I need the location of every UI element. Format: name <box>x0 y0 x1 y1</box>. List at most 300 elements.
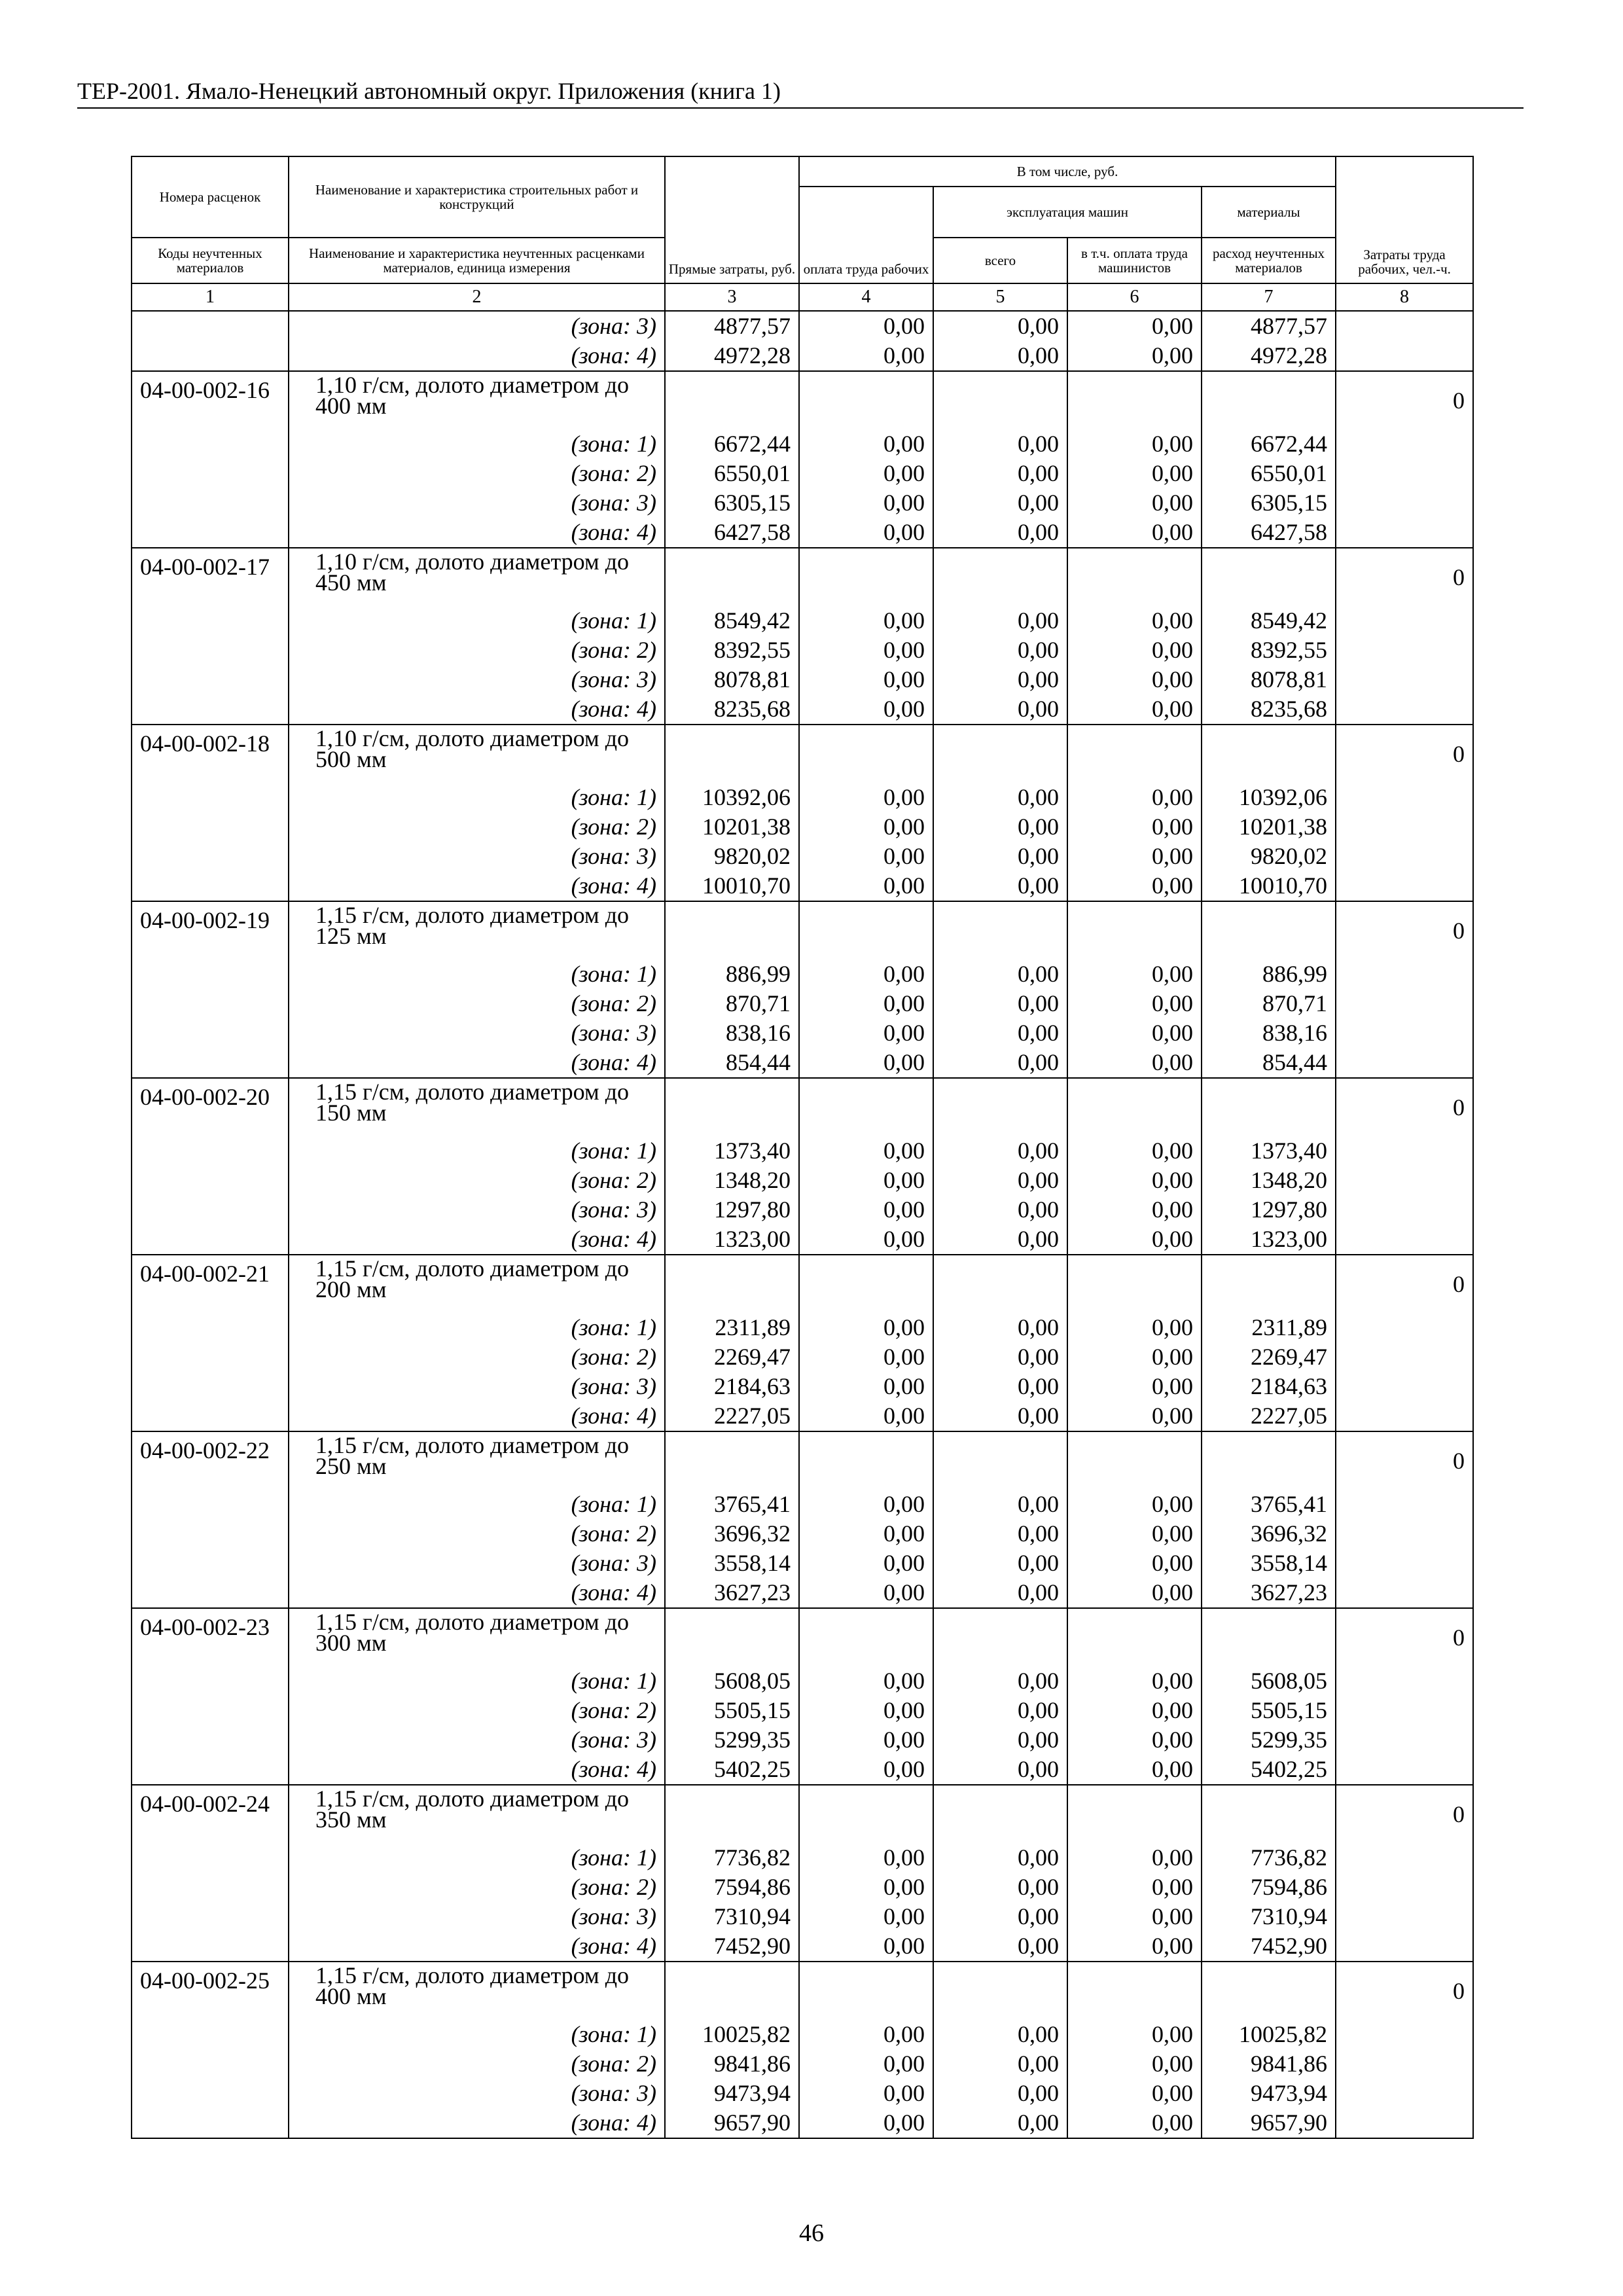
code-cell-empty <box>132 1666 289 1696</box>
labor-pay: 0,00 <box>799 429 933 459</box>
zone-row <box>132 960 1473 989</box>
zone-row <box>132 459 1473 488</box>
labor-pay: 0,00 <box>799 989 933 1018</box>
rate-code: 04-00-002-19 <box>132 901 289 960</box>
direct-cost: 2269,47 <box>665 1342 799 1372</box>
machinists-pay: 0,00 <box>1067 341 1202 371</box>
column-number: 8 <box>1336 283 1473 311</box>
labor-pay: 0,00 <box>799 488 933 518</box>
labor-cost: 0 <box>1336 548 1473 606</box>
empty-cell <box>799 371 933 429</box>
zone-label: (зона: 4) <box>289 1401 665 1431</box>
machinists-pay: 0,00 <box>1067 812 1202 842</box>
code-cell-empty <box>132 2049 289 2079</box>
materials-cost: 5505,15 <box>1202 1696 1336 1725</box>
labor-pay: 0,00 <box>799 341 933 371</box>
rate-entry-row <box>132 1785 1473 1843</box>
empty-cell <box>1202 1608 1336 1666</box>
labor-cost: 0 <box>1336 1962 1473 2020</box>
zone-label: (зона: 3) <box>289 1725 665 1755</box>
machinists-pay: 0,00 <box>1067 2020 1202 2049</box>
column-number: 1 <box>132 283 289 311</box>
direct-cost: 9820,02 <box>665 842 799 871</box>
machines-total: 0,00 <box>933 1843 1067 1873</box>
rate-code: 04-00-002-21 <box>132 1255 289 1313</box>
code-cell-empty <box>132 1549 289 1578</box>
direct-cost: 8549,42 <box>665 606 799 636</box>
code-cell-empty <box>132 1902 289 1931</box>
rate-description: 1,15 г/см, долото диаметром до 350 мм <box>289 1785 665 1843</box>
zone-row <box>132 606 1473 636</box>
machines-total: 0,00 <box>933 2049 1067 2079</box>
materials-cost: 1348,20 <box>1202 1166 1336 1195</box>
labor-pay: 0,00 <box>799 518 933 548</box>
labor-pay: 0,00 <box>799 1549 933 1578</box>
labor-cell-empty <box>1336 636 1473 665</box>
labor-pay: 0,00 <box>799 960 933 989</box>
code-cell-empty <box>132 960 289 989</box>
empty-cell <box>933 1078 1067 1136</box>
code-cell-empty <box>132 842 289 871</box>
empty-cell <box>1202 371 1336 429</box>
materials-cost: 3765,41 <box>1202 1490 1336 1519</box>
code-cell-empty <box>132 1873 289 1902</box>
labor-cell-empty <box>1336 1696 1473 1725</box>
code-cell-empty <box>132 1931 289 1962</box>
code-cell-empty <box>132 2108 289 2138</box>
empty-cell <box>1067 1431 1202 1490</box>
direct-cost: 4972,28 <box>665 341 799 371</box>
rate-code: 04-00-002-17 <box>132 548 289 606</box>
code-cell-empty <box>132 1843 289 1873</box>
materials-cost: 7594,86 <box>1202 1873 1336 1902</box>
direct-cost: 3558,14 <box>665 1549 799 1578</box>
labor-pay: 0,00 <box>799 1018 933 1048</box>
machines-total: 0,00 <box>933 311 1067 341</box>
code-cell-empty <box>132 1372 289 1401</box>
materials-cost: 7452,90 <box>1202 1931 1336 1962</box>
zone-label: (зона: 3) <box>289 1018 665 1048</box>
labor-cell-empty <box>1336 1166 1473 1195</box>
empty-cell <box>933 901 1067 960</box>
labor-cell-empty <box>1336 1372 1473 1401</box>
empty-cell <box>1067 1078 1202 1136</box>
materials-cost: 1323,00 <box>1202 1225 1336 1255</box>
zone-label: (зона: 4) <box>289 1931 665 1962</box>
labor-pay: 0,00 <box>799 636 933 665</box>
labor-cell-empty <box>1336 1931 1473 1962</box>
zone-row <box>132 1873 1473 1902</box>
machinists-pay: 0,00 <box>1067 1136 1202 1166</box>
col1-top-header: Номера расценок <box>132 156 289 238</box>
materials-cost: 8078,81 <box>1202 665 1336 694</box>
zone-row <box>132 1018 1473 1048</box>
table-header <box>132 156 1473 283</box>
rate-description: 1,10 г/см, долото диаметром до 500 мм <box>289 725 665 783</box>
labor-cell-empty <box>1336 1725 1473 1755</box>
direct-cost: 1373,40 <box>665 1136 799 1166</box>
machines-total: 0,00 <box>933 1195 1067 1225</box>
empty-cell <box>1067 901 1202 960</box>
zone-label: (зона: 3) <box>289 1902 665 1931</box>
zone-row <box>132 341 1473 371</box>
empty-cell <box>933 371 1067 429</box>
empty-cell <box>933 548 1067 606</box>
machinists-pay: 0,00 <box>1067 1519 1202 1549</box>
materials-cost: 3558,14 <box>1202 1549 1336 1578</box>
rate-description: 1,15 г/см, долото диаметром до 150 мм <box>289 1078 665 1136</box>
col8-header: Затраты труда рабочих, чел.-ч. <box>1336 156 1473 283</box>
zone-label: (зона: 4) <box>289 2108 665 2138</box>
labor-pay: 0,00 <box>799 665 933 694</box>
labor-pay: 0,00 <box>799 1313 933 1342</box>
labor-cell-empty <box>1336 1843 1473 1873</box>
materials-cost: 7310,94 <box>1202 1902 1336 1931</box>
direct-cost: 2184,63 <box>665 1372 799 1401</box>
machines-total: 0,00 <box>933 1696 1067 1725</box>
zone-label: (зона: 3) <box>289 665 665 694</box>
machinists-pay: 0,00 <box>1067 694 1202 725</box>
labor-cell-empty <box>1336 989 1473 1018</box>
materials-cost: 3627,23 <box>1202 1578 1336 1608</box>
empty-cell <box>933 1785 1067 1843</box>
code-cell-empty <box>132 1490 289 1519</box>
materials-cost: 2269,47 <box>1202 1342 1336 1372</box>
empty-cell <box>933 1255 1067 1313</box>
labor-cell-empty <box>1336 2108 1473 2138</box>
labor-cell-empty <box>1336 694 1473 725</box>
machinists-pay: 0,00 <box>1067 1549 1202 1578</box>
machines-header: эксплуатация машин <box>933 187 1202 238</box>
materials-cost: 886,99 <box>1202 960 1336 989</box>
machinists-pay: 0,00 <box>1067 783 1202 812</box>
empty-cell <box>1202 725 1336 783</box>
labor-cell-empty <box>1336 1902 1473 1931</box>
zone-row <box>132 488 1473 518</box>
labor-cell-empty <box>1336 2049 1473 2079</box>
rate-description: 1,15 г/см, долото диаметром до 250 мм <box>289 1431 665 1490</box>
document-header: ТЕР-2001. Ямало-Ненецкий автономный округ. Приложения (книга 1) <box>77 77 1524 109</box>
zone-row <box>132 311 1473 341</box>
empty-cell <box>665 725 799 783</box>
labor-cell-empty <box>1336 1873 1473 1902</box>
code-cell-empty <box>132 1313 289 1342</box>
labor-pay: 0,00 <box>799 1490 933 1519</box>
rate-entry-row <box>132 901 1473 960</box>
rate-entry-row <box>132 1608 1473 1666</box>
zone-row <box>132 429 1473 459</box>
machines-total: 0,00 <box>933 2108 1067 2138</box>
direct-cost: 10392,06 <box>665 783 799 812</box>
zone-row <box>132 2108 1473 2138</box>
labor-cell-empty <box>1336 459 1473 488</box>
empty-cell <box>665 1255 799 1313</box>
column-number: 6 <box>1067 283 1202 311</box>
zone-label: (зона: 4) <box>289 1225 665 1255</box>
empty-cell <box>799 725 933 783</box>
zone-label: (зона: 2) <box>289 1873 665 1902</box>
machinists-pay: 0,00 <box>1067 1696 1202 1725</box>
table-body <box>132 283 1473 2138</box>
direct-cost: 3765,41 <box>665 1490 799 1519</box>
rate-description: 1,15 г/см, долото диаметром до 400 мм <box>289 1962 665 2020</box>
zone-label: (зона: 4) <box>289 1048 665 1078</box>
machinists-pay: 0,00 <box>1067 1048 1202 1078</box>
labor-cell-empty <box>1336 1018 1473 1048</box>
direct-cost: 7736,82 <box>665 1843 799 1873</box>
zone-row <box>132 1372 1473 1401</box>
zone-row <box>132 1696 1473 1725</box>
code-cell-empty <box>132 665 289 694</box>
empty-cell <box>799 1078 933 1136</box>
empty-cell <box>1202 1962 1336 2020</box>
labor-cell-empty <box>1336 1755 1473 1785</box>
labor-pay: 0,00 <box>799 1225 933 1255</box>
materials-cost: 8235,68 <box>1202 694 1336 725</box>
zone-label: (зона: 1) <box>289 606 665 636</box>
code-cell-empty <box>132 341 289 371</box>
zone-label: (зона: 1) <box>289 960 665 989</box>
empty-cell <box>799 1431 933 1490</box>
rate-entry-row <box>132 371 1473 429</box>
column-number: 4 <box>799 283 933 311</box>
zone-row <box>132 1519 1473 1549</box>
labor-cell-empty <box>1336 1666 1473 1696</box>
empty-cell <box>665 1078 799 1136</box>
direct-cost: 5608,05 <box>665 1666 799 1696</box>
labor-cost: 0 <box>1336 901 1473 960</box>
direct-cost: 3627,23 <box>665 1578 799 1608</box>
empty-cell <box>799 1608 933 1666</box>
labor-pay: 0,00 <box>799 1931 933 1962</box>
code-cell-empty <box>132 1195 289 1225</box>
machines-total: 0,00 <box>933 1549 1067 1578</box>
labor-cell-empty <box>1336 960 1473 989</box>
labor-pay: 0,00 <box>799 1902 933 1931</box>
empty-cell <box>1202 1078 1336 1136</box>
materials-cost: 6672,44 <box>1202 429 1336 459</box>
direct-cost: 1348,20 <box>665 1166 799 1195</box>
machinists-pay: 0,00 <box>1067 842 1202 871</box>
rate-entry-row <box>132 1078 1473 1136</box>
machines-total: 0,00 <box>933 1018 1067 1048</box>
machines-total: 0,00 <box>933 694 1067 725</box>
labor-pay: 0,00 <box>799 1342 933 1372</box>
zone-row <box>132 2049 1473 2079</box>
direct-cost: 6550,01 <box>665 459 799 488</box>
labor-cost: 0 <box>1336 1255 1473 1313</box>
labor-pay: 0,00 <box>799 1166 933 1195</box>
price-table-container <box>131 156 1472 2139</box>
labor-pay: 0,00 <box>799 311 933 341</box>
price-table <box>131 156 1474 2139</box>
machines-total: 0,00 <box>933 1225 1067 1255</box>
code-cell-empty <box>132 1696 289 1725</box>
labor-cost: 0 <box>1336 371 1473 429</box>
machines-total: 0,00 <box>933 1873 1067 1902</box>
empty-cell <box>665 1962 799 2020</box>
machines-total: 0,00 <box>933 2079 1067 2108</box>
zone-label: (зона: 4) <box>289 341 665 371</box>
labor-pay: 0,00 <box>799 842 933 871</box>
rate-description: 1,15 г/см, долото диаметром до 200 мм <box>289 1255 665 1313</box>
machinists-pay: 0,00 <box>1067 606 1202 636</box>
direct-cost: 5505,15 <box>665 1696 799 1725</box>
machinists-pay: 0,00 <box>1067 2049 1202 2079</box>
empty-cell <box>665 548 799 606</box>
labor-pay: 0,00 <box>799 459 933 488</box>
direct-cost: 9841,86 <box>665 2049 799 2079</box>
labor-pay: 0,00 <box>799 783 933 812</box>
zone-row <box>132 989 1473 1018</box>
empty-cell <box>665 1431 799 1490</box>
labor-pay: 0,00 <box>799 1048 933 1078</box>
materials-cost: 3696,32 <box>1202 1519 1336 1549</box>
labor-pay: 0,00 <box>799 1666 933 1696</box>
labor-cell-empty <box>1336 488 1473 518</box>
machinists-pay: 0,00 <box>1067 1372 1202 1401</box>
zone-label: (зона: 1) <box>289 783 665 812</box>
code-cell-empty <box>132 812 289 842</box>
direct-cost: 5299,35 <box>665 1725 799 1755</box>
zone-row <box>132 1490 1473 1519</box>
machinists-pay: 0,00 <box>1067 960 1202 989</box>
materials-cost: 4877,57 <box>1202 311 1336 341</box>
code-cell-empty <box>132 429 289 459</box>
code-cell-empty <box>132 1578 289 1608</box>
labor-cell-empty <box>1336 1549 1473 1578</box>
rate-description: 1,10 г/см, долото диаметром до 450 мм <box>289 548 665 606</box>
rate-entry-row <box>132 1431 1473 1490</box>
materials-cost: 6427,58 <box>1202 518 1336 548</box>
labor-pay: 0,00 <box>799 1519 933 1549</box>
labor-cell-empty <box>1336 812 1473 842</box>
labor-cell-empty <box>1336 2020 1473 2049</box>
materials-cost: 9473,94 <box>1202 2079 1336 2108</box>
materials-cost: 5402,25 <box>1202 1755 1336 1785</box>
code-cell-empty <box>132 459 289 488</box>
machinists-pay: 0,00 <box>1067 429 1202 459</box>
zone-label: (зона: 2) <box>289 459 665 488</box>
materials-cost: 1297,80 <box>1202 1195 1336 1225</box>
machines-total: 0,00 <box>933 842 1067 871</box>
machines-total: 0,00 <box>933 606 1067 636</box>
empty-cell <box>1067 371 1202 429</box>
machinists-pay: 0,00 <box>1067 1931 1202 1962</box>
materials-cost: 2227,05 <box>1202 1401 1336 1431</box>
zone-label: (зона: 2) <box>289 2049 665 2079</box>
materials-header: материалы <box>1202 187 1336 238</box>
zone-label: (зона: 3) <box>289 1372 665 1401</box>
zone-row <box>132 1313 1473 1342</box>
materials-cost: 4972,28 <box>1202 341 1336 371</box>
machinists-pay: 0,00 <box>1067 1873 1202 1902</box>
code-cell-empty <box>132 989 289 1018</box>
code-cell-empty <box>132 1136 289 1166</box>
labor-pay: 0,00 <box>799 1725 933 1755</box>
group-header: В том числе, руб. <box>799 156 1336 187</box>
code-cell-empty <box>132 1018 289 1048</box>
zone-row <box>132 1048 1473 1078</box>
direct-cost: 2311,89 <box>665 1313 799 1342</box>
zone-label: (зона: 3) <box>289 842 665 871</box>
labor-pay: 0,00 <box>799 694 933 725</box>
machinists-pay: 0,00 <box>1067 636 1202 665</box>
direct-cost: 7310,94 <box>665 1902 799 1931</box>
zone-row <box>132 1401 1473 1431</box>
col4-header: оплата труда рабочих <box>799 187 933 283</box>
machines-total: 0,00 <box>933 1666 1067 1696</box>
machines-total: 0,00 <box>933 636 1067 665</box>
code-cell-empty <box>132 488 289 518</box>
empty-cell <box>933 1962 1067 2020</box>
machinists-pay: 0,00 <box>1067 1018 1202 1048</box>
machines-total: 0,00 <box>933 2020 1067 2049</box>
page-number: 46 <box>799 2219 824 2247</box>
direct-cost: 6672,44 <box>665 429 799 459</box>
rate-code: 04-00-002-25 <box>132 1962 289 2020</box>
direct-cost: 10201,38 <box>665 812 799 842</box>
labor-pay: 0,00 <box>799 2108 933 2138</box>
direct-cost: 8078,81 <box>665 665 799 694</box>
zone-row <box>132 842 1473 871</box>
machinists-pay: 0,00 <box>1067 1225 1202 1255</box>
machines-total: 0,00 <box>933 1048 1067 1078</box>
zone-label: (зона: 3) <box>289 2079 665 2108</box>
direct-cost: 6305,15 <box>665 488 799 518</box>
code-cell-empty <box>132 2020 289 2049</box>
empty-cell <box>799 1962 933 2020</box>
labor-pay: 0,00 <box>799 606 933 636</box>
machines-total: 0,00 <box>933 1931 1067 1962</box>
zone-label: (зона: 4) <box>289 871 665 901</box>
col3-header: Прямые затраты, руб. <box>665 156 799 283</box>
materials-cost: 5608,05 <box>1202 1666 1336 1696</box>
materials-cost: 7736,82 <box>1202 1843 1336 1873</box>
machinists-pay: 0,00 <box>1067 1166 1202 1195</box>
direct-cost: 9657,90 <box>665 2108 799 2138</box>
rate-entry-row <box>132 725 1473 783</box>
machinists-pay: 0,00 <box>1067 1342 1202 1372</box>
machines-total: 0,00 <box>933 783 1067 812</box>
column-number: 7 <box>1202 283 1336 311</box>
materials-cost: 838,16 <box>1202 1018 1336 1048</box>
labor-pay: 0,00 <box>799 2079 933 2108</box>
machines-total: 0,00 <box>933 1342 1067 1372</box>
machinists-pay: 0,00 <box>1067 871 1202 901</box>
machines-total: 0,00 <box>933 1166 1067 1195</box>
machines-total: 0,00 <box>933 871 1067 901</box>
machinists-pay: 0,00 <box>1067 1755 1202 1785</box>
machines-total: 0,00 <box>933 1519 1067 1549</box>
zone-row <box>132 1931 1473 1962</box>
code-cell-empty <box>132 1755 289 1785</box>
empty-cell <box>1067 1785 1202 1843</box>
machinists-pay: 0,00 <box>1067 1843 1202 1873</box>
empty-cell <box>799 1785 933 1843</box>
code-cell-empty <box>132 1048 289 1078</box>
code-cell-empty <box>132 1401 289 1431</box>
code-cell-empty <box>132 2079 289 2108</box>
zone-row <box>132 1725 1473 1755</box>
code-cell-empty <box>132 871 289 901</box>
zone-label: (зона: 1) <box>289 1136 665 1166</box>
empty-cell <box>665 1608 799 1666</box>
labor-pay: 0,00 <box>799 1401 933 1431</box>
materials-cost: 1373,40 <box>1202 1136 1336 1166</box>
labor-cell-empty <box>1336 842 1473 871</box>
empty-cell <box>933 725 1067 783</box>
